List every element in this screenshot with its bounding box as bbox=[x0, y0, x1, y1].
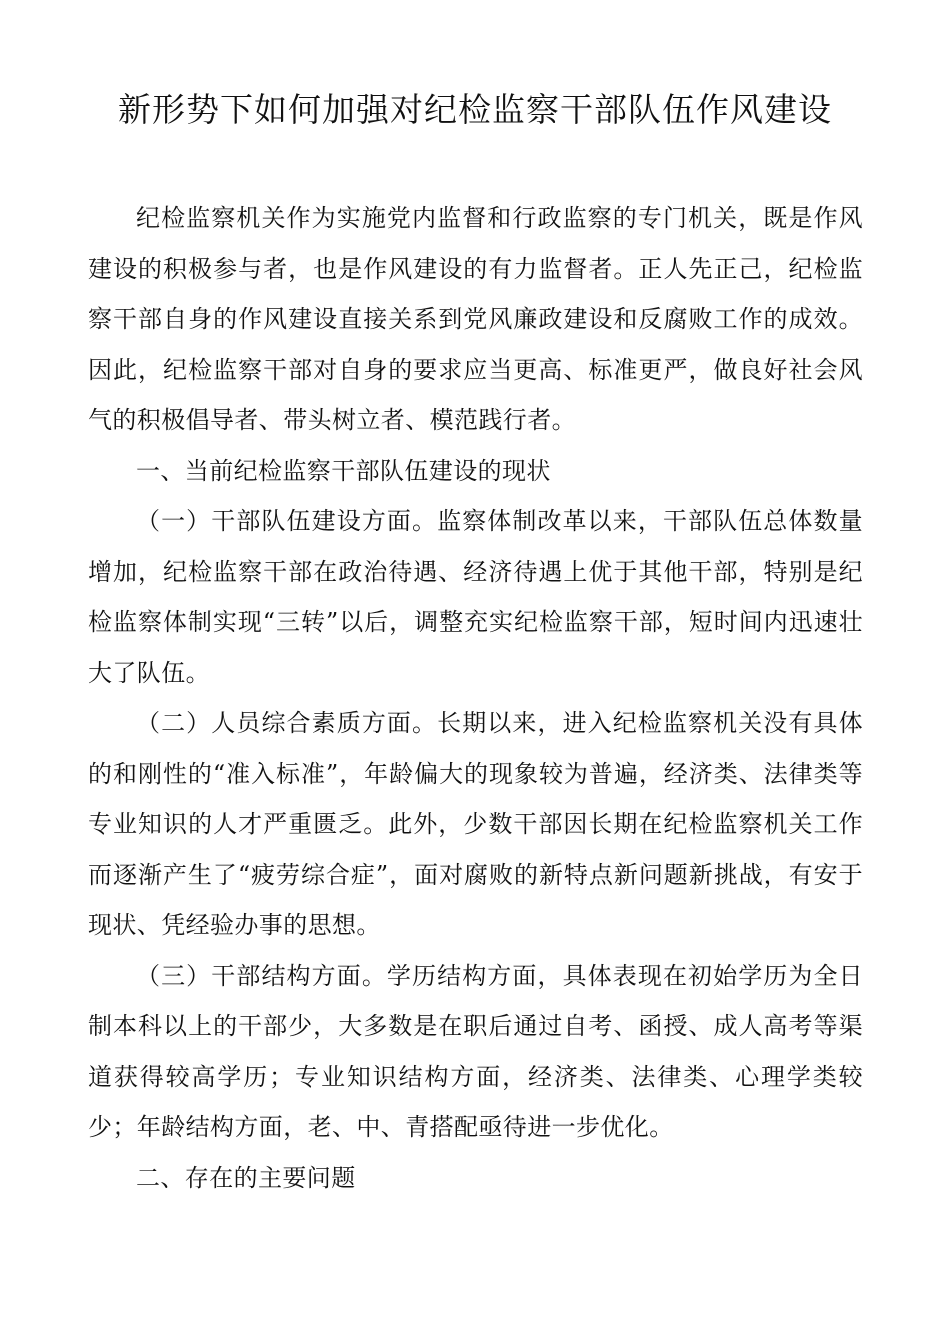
section-heading-current-status: 一、当前纪检监察干部队伍建设的现状 bbox=[136, 456, 551, 485]
paragraph-personnel-quality: （二）人员综合素质方面。长期以来，进入纪检监察机关没有具体的和刚性的“准入标准”，年龄偏大的现象较为普遍，经济类、法律类等专业知识的人才严重匮乏。此外，少数干部因长期在纪检监察机关工作而逐渐产生了“疲劳综合症”，面对腐败的新特点新问题新挑战，有安于现状、凭经验办事的思想。 bbox=[88, 709, 863, 939]
document-title: 新形势下如何加强对纪检监察干部队伍作风建设 bbox=[118, 90, 832, 129]
intro-paragraph: 纪检监察机关作为实施党内监督和行政监察的专门机关，既是作风建设的积极参与者，也是作风建设的有力监督者。正人先正己，纪检监察干部自身的作风建设直接关系到党风廉政建设和反腐败工作的成效。因此，纪检监察干部对自身的要求应当更高、标准更严，做良好社会风气的积极倡导者、带头树立者、模范践行者。 bbox=[88, 204, 863, 434]
document-body bbox=[88, 193, 863, 1203]
paragraph-team-building: （一）干部队伍建设方面。监察体制改革以来，干部队伍总体数量增加，纪检监察干部在政治待遇、经济待遇上优于其他干部，特别是纪检监察体制实现“三转”以后，调整充实纪检监察干部，短时间内迅速壮大了队伍。 bbox=[88, 507, 863, 687]
section-heading-main-problems: 二、存在的主要问题 bbox=[136, 1163, 356, 1192]
paragraph-cadre-structure: （三）干部结构方面。学历结构方面，具体表现在初始学历为全日制本科以上的干部少，大多数是在职后通过自考、函授、成人高考等渠道获得较高学历；专业知识结构方面，经济类、法律类、心理学类较少；年龄结构方面，老、中、青搭配亟待进一步优化。 bbox=[88, 961, 863, 1141]
